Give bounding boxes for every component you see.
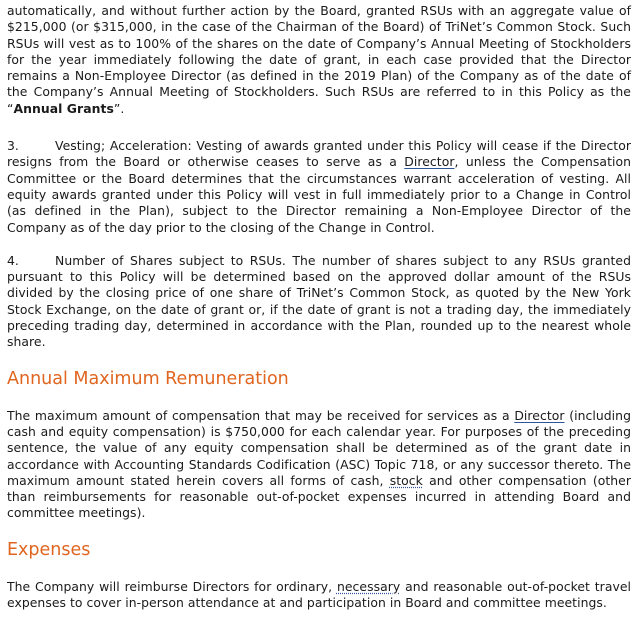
vesting-paragraph	[7, 138, 631, 236]
shares-number: 4.	[7, 252, 19, 268]
stock-flagged-word[interactable]: stock	[389, 472, 423, 488]
expenses-text-b: and reasonable out-of-pocket travel expenses to cover in-person attendance at and participation in Board and committee meetings.	[7, 578, 632, 611]
shares-text: Number of Shares subject to RSUs. The number of shares subject to any RSUs granted pursuant to this Policy will be determined based on the approved dollar amount of the RSUs divided by the closing price of one share of TriNet’s Common Stock, as quoted by the New York Stock Exchange, on the date of grant or, if the date of grant is not a trading day, the immediately preceding trading day, determined in accordance with the Plan, rounded up to the nearest whole share.	[7, 252, 631, 350]
necessary-flagged-word[interactable]: necessary	[336, 578, 401, 594]
annual-max-paragraph	[7, 408, 631, 522]
annual-grants-term: Annual Grants	[13, 100, 114, 116]
annual-max-heading: Annual Maximum Remuneration	[7, 368, 289, 389]
intro-suffix: ”.	[113, 100, 125, 116]
annual-max-text-a: The maximum amount of compensation that may be received for services as a	[7, 407, 515, 423]
expenses-heading: Expenses	[7, 539, 91, 560]
director-link-annual-max[interactable]: Director	[514, 407, 565, 423]
intro-paragraph	[7, 3, 631, 117]
shares-paragraph	[7, 253, 631, 351]
annual-max-text-c: and other compensation (other than reimbursements for reasonable out-of-pocket expenses incurred in attending Board and committee meetings).	[7, 472, 631, 521]
vesting-text-b: , unless the Compensation Committee or the Board determines that the circumstances warrant acceleration of vesting. All equity awards granted under this Policy will vest in full immediately prior to a Change in Control (as defined in the Plan), subject to the Director remaining a Non-Employee Director of the Company as of the day prior to the closing of the Change in Control.	[7, 154, 631, 235]
intro-text: automatically, and without further action by the Board, granted RSUs with an aggregate value of $215,000 (or $315,000, in the case of the Chairman of the Board) of TriNet’s Common Stock. Such RSUs will vest as to 100% of the shares on the date of Company’s Annual Meeting of Stockholders for the year immediately following the date of grant, in each case provided that the Director remains a Non-Employee Director (as defined in the 2019 Plan) of the Company as of the date of the Company’s Annual Meeting of Stockholders. Such RSUs are referred to in this Policy as the “	[7, 3, 631, 116]
annual-max-text-b: (including cash and equity compensation) is $750,000 for each calendar year. For purposes of the preceding sentence, the value of any equity compensation shall be determined as of the grant date in accordance with Accounting Standards Codification (ASC) Topic 718, or any successor thereto. The maximum amount stated herein covers all forms of cash,	[7, 407, 631, 488]
document-page	[7, 0, 631, 611]
expenses-text-a: The Company will reimburse Directors for ordinary,	[7, 578, 337, 594]
vesting-number: 3.	[7, 138, 19, 154]
expenses-paragraph	[7, 579, 631, 612]
director-link-vesting[interactable]: Director	[404, 154, 455, 170]
vesting-text-a: Vesting; Acceleration: Vesting of awards granted under this Policy will cease if the Director resigns from the Board or otherwise ceases to serve as a	[7, 138, 631, 170]
